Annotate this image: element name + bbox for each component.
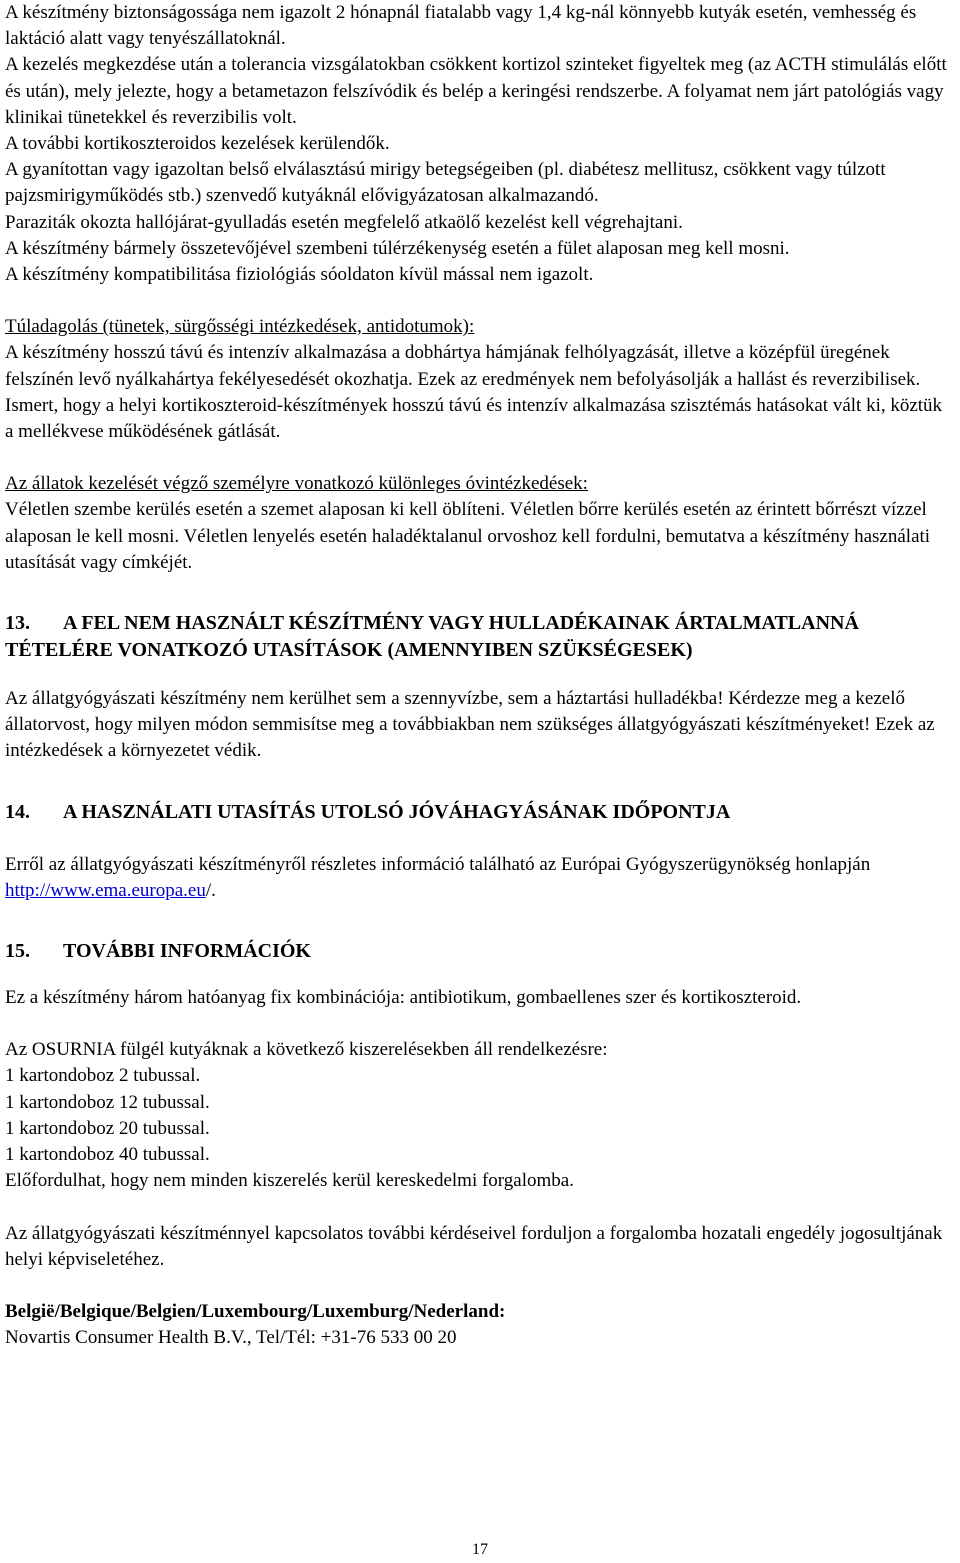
ema-link[interactable]: http://www.ema.europa.eu [5,879,206,901]
company-contact: Novartis Consumer Health B.V., Tel/Tél: +31-76 533 00 20 [5,1327,457,1349]
intro-safety: A készítmény biztonságossága nem igazolt 2 hónapnál fiatalabb vagy 1,4 kg-nál könnyebb kutyák esetén, vemhesség és laktáció alatt vagy tenyészállatoknál. [5,2,917,50]
country-heading: België/Belgique/Belgien/Luxembourg/Luxemburg/Nederland: [5,1300,506,1322]
intro-parasites: Paraziták okozta hallójárat-gyulladás esetén megfelelő atkaölő kezelést kell végrehajtani. [5,211,683,233]
intro-hypersensitivity: A készítmény bármely összetevőjével szembeni túlérzékenység esetén a fület alaposan meg kell mosni. [5,237,790,259]
overdose-heading: Túladagolás (tünetek, sürgősségi intézkedések, antidotumok): [5,316,475,338]
intro-compatibility: A készítmény kompatibilitása fiziológiás sóoldaton kívül mással nem igazolt. [5,264,594,286]
section-14-text-after: /. [205,879,216,901]
section-15-number: 15. [5,940,30,963]
precautions-heading: Az állatok kezelését végző személyre vonatkozó különleges óvintézkedések: [5,473,588,495]
pack-item: 1 kartondoboz 2 tubussal. [5,1065,201,1087]
page-number: 17 [472,1541,488,1558]
pack-item: 1 kartondoboz 20 tubussal. [5,1117,210,1139]
intro-endocrine: A gyanítottan vagy igazoltan belső elválasztású mirigy betegségeiben (pl. diabétesz mellitusz, csökkent vagy túlzott pajzsmirigyműködés stb.) szenvedő kutyáknál elővigyázatosan alkalmazandó. [5,159,886,207]
section-13-number: 13. [5,612,30,635]
overdose-paragraph-1: A készítmény hosszú távú és intenzív alkalmazása a dobhártya hámjának felhólyagzását, illetve a középfül üregének felszínén levő nyálkahártya fekélyesedését okozhatja. Ezek az eredmények nem befolyásolják a hallást és reverzibilisek. [5,342,921,390]
intro-corticosteroids: A további kortikoszteroidos kezelések kerülendők. [5,133,390,155]
section-13-heading [5,610,955,664]
section-14-number: 14. [5,800,30,823]
section-14-heading [5,799,955,826]
packs-intro: Az OSURNIA fülgél kutyáknak a következő kiszerelésekben áll rendelkezésre: [5,1039,608,1061]
section-13-text: Az állatgyógyászati készítmény nem kerülhet sem a szennyvízbe, sem a háztartási hulladékba! Kérdezze meg a kezelő állatorvost, hogy milyen módon semmisítse meg a továbbiakban nem szükséges állatgyógyászati készítményeket! Ezek az intézkedések a környezetet védik. [5,688,935,762]
packs-note: Előfordulhat, hogy nem minden kiszerelés kerül kereskedelmi forgalomba. [5,1170,574,1192]
pack-item: 1 kartondoboz 40 tubussal. [5,1144,210,1166]
precautions-text: Véletlen szembe kerülés esetén a szemet alaposan ki kell öblíteni. Véletlen bőrre kerülés esetén az érintett bőrrészt vízzel alaposan le kell mosni. Véletlen lenyelés esetén haladéktalanul orvoshoz kell fordulni, bemutatva a készítmény használati utasítását vagy címkéjét. [5,499,931,573]
document-page [5,0,955,1351]
section-14-title: A HASZNÁLATI UTASÍTÁS UTOLSÓ JÓVÁHAGYÁSÁNAK IDŐPONTJA [63,800,731,823]
overdose-paragraph-2: Ismert, hogy a helyi kortikoszteroid-készítmények hosszú távú és intenzív alkalmazása szisztémás hatásokat vált ki, köztük a mellékvese működésének gátlását. [5,394,943,443]
section-14-text-before: Erről az állatgyógyászati készítményről részletes információ található az Európai Gyógyszerügynökség honlapján [5,853,871,875]
intro-cortisol: A kezelés megkezdése után a tolerancia vizsgálatokban csökkent kortizol szinteket figyeltek meg (az ACTH stimulálás előtt és után), mely jelezte, hogy a betametazon felszívódik és belép a keringési rendszerbe. A folyamat nem járt patológiás vagy klinikai tünetekkel és reverzibilis volt. [5,54,947,128]
section-15-title: TOVÁBBI INFORMÁCIÓK [63,940,311,963]
section-13-title: A FEL NEM HASZNÁLT KÉSZÍTMÉNY VAGY HULLADÉKAINAK ÁRTALMATLANNÁ TÉTELÉRE VONATKOZÓ UTASÍTÁSOK (AMENNYIBEN SZÜKSÉGESEK) [5,612,859,662]
pack-item: 1 kartondoboz 12 tubussal. [5,1091,210,1113]
section-15-composition: Ez a készítmény három hatóanyag fix kombinációja: antibiotikum, gombaellenes szer és kortikoszteroid. [5,987,802,1009]
section-14-text [5,852,955,904]
contact-text: Az állatgyógyászati készítménnyel kapcsolatos további kérdéseivel forduljon a forgalomba hozatali engedély jogosultjának helyi képviseletéhez. [5,1222,943,1270]
section-15-heading [5,938,955,965]
